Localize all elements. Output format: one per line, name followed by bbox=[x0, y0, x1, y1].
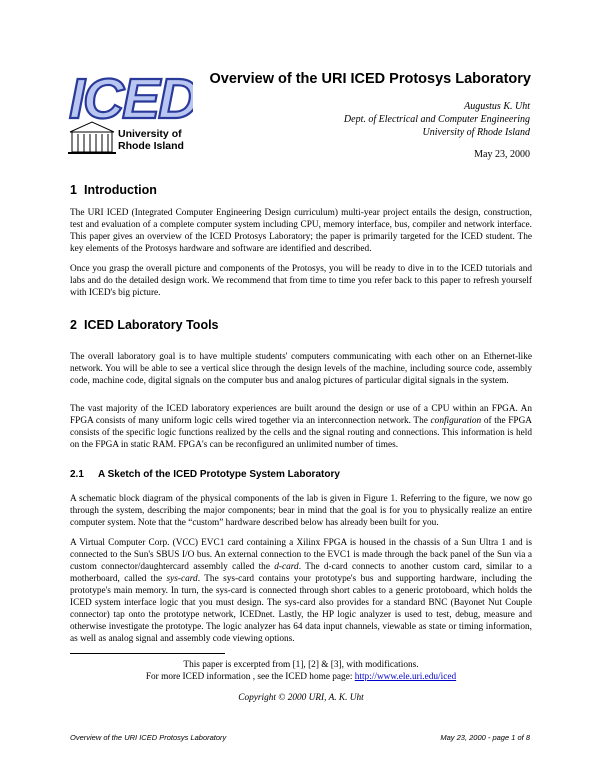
logo-university-text: University of bbox=[118, 128, 182, 140]
author-block bbox=[344, 100, 530, 139]
section-title: ICED Laboratory Tools bbox=[84, 318, 219, 332]
author-name: Augustus K. Uht bbox=[464, 101, 530, 112]
section-number: 2.1 bbox=[70, 469, 84, 480]
copyright-notice: Copyright © 2000 URI, A. K. Uht bbox=[238, 693, 364, 703]
section-title: A Sketch of the ICED Prototype System Laboratory bbox=[98, 469, 340, 480]
section-2-heading bbox=[70, 318, 219, 332]
logo-wordmark: ICED bbox=[69, 67, 193, 131]
section-1-heading bbox=[70, 183, 157, 197]
text-run: A Virtual Computer Corp. (VCC) EVC1 card containing a Xilinx FPGA is housed in the chassis of a Sun Ultra 1 and is connected to the Sun's SBUS I/O bus. An external connection to the EVC1 is made through the back panel of the Sun via a custom connector/daughtercard assembly called the bbox=[70, 538, 532, 572]
paragraph: The URI ICED (Integrated Computer Engineering Design curriculum) multi-year project entails the design, construction, test and evaluation of a complete computer system including CPU, memory interface, bus, compiler and network interface. This paper gives an overview of the ICED Protosys Laboratory; the paper is primarily targeted for the ICED student. The key elements of the Protosys hardware and software are identified and described. bbox=[70, 208, 532, 254]
author-department: Dept. of Electrical and Computer Engineering bbox=[343, 114, 530, 125]
text-run: . The d-card connects to another custom card, similar to a motherboard, called the bbox=[70, 562, 532, 584]
text-run: of the FPGA consists of the specific logic functions realized by the cells and the signal routing and connections. This information is held on the FPGA in static RAM. FPGA's can be reconfigured an unlimited number of times. bbox=[70, 416, 533, 450]
footnote-line-1: This paper is excerpted from [1], [2] & [3], with modifications. bbox=[183, 660, 419, 670]
paper-date: May 23, 2000 bbox=[474, 149, 530, 160]
section-title: Introduction bbox=[84, 183, 157, 197]
emphasis: configuration bbox=[430, 416, 482, 426]
footer-right: May 23, 2000 - page 1 of 8 bbox=[440, 733, 530, 742]
logo-state-text: Rhode Island bbox=[118, 140, 184, 152]
section-number: 1 bbox=[70, 183, 77, 197]
emphasis: sys-card bbox=[166, 574, 198, 584]
footer-left: Overview of the URI ICED Protosys Laboratory bbox=[70, 733, 227, 742]
footnote-text: For more ICED information , see the ICED home page: bbox=[145, 672, 355, 682]
text-run: . The sys-card contains your prototype's bus and supporting hardware, including the prototype's main memory. In turn, the sys-card is connected through short cables to a generic protoboard, which holds the ICED system interface logic that you must design. The sys-card also provides for a standard BNC (Bayonet Nut Couple connector) tap onto the prototype network, ICEDnet. Lastly, the HP logic analyzer is used to test, debug, measure and otherwise investigate the prototype. The logic analyzer has 64 data input channels, viewable as state or timing information, as well as analog signal and assembly code viewing options. bbox=[70, 574, 532, 644]
iced-home-link[interactable]: http://www.ele.uri.edu/iced bbox=[354, 672, 457, 682]
paragraph bbox=[70, 537, 532, 645]
paragraph: A schematic block diagram of the physical components of the lab is given in Figure 1. Referring to the figure, we now go through the system, describing the major components; bear in mind that the goal is for you to physically realize an entire computer system. Note that the “custom” hardware described below has already been built for you. bbox=[70, 494, 532, 528]
paper-title: Overview of the URI ICED Protosys Laboratory bbox=[209, 71, 531, 87]
emphasis: d-card bbox=[274, 562, 299, 572]
iced-logo-graphic bbox=[68, 66, 193, 158]
paragraph: Once you grasp the overall picture and components of the Protosys, you will be ready to dive in to the ICED tutorials and labs and do the detailed design work. We recommend that from time to time you refer back to this paper to refresh yourself with ICED's big picture. bbox=[70, 264, 532, 298]
section-number: 2 bbox=[70, 318, 77, 332]
footnote-rule bbox=[70, 653, 225, 654]
footnote-line-2 bbox=[70, 671, 532, 683]
text-run: The vast majority of the ICED laboratory experiences are built around the design or use of a CPU within an FPGA. An FPGA consists of many uniform logic cells wired together via an interconnection network. The bbox=[70, 404, 532, 426]
paragraph: The overall laboratory goal is to have multiple students' computers communicating with each other on an Ethernet-like network. You will be able to see a vertical slice through the design levels of the machine, including source code, assembly code, machine code, digital signals on the computer bus and analog pictures of particular digital signals in the system. bbox=[70, 352, 532, 386]
author-university: University of Rhode Island bbox=[422, 127, 530, 138]
subsection-2-1-heading bbox=[70, 469, 340, 480]
iced-uri-logo bbox=[68, 66, 193, 158]
paragraph bbox=[70, 403, 532, 451]
